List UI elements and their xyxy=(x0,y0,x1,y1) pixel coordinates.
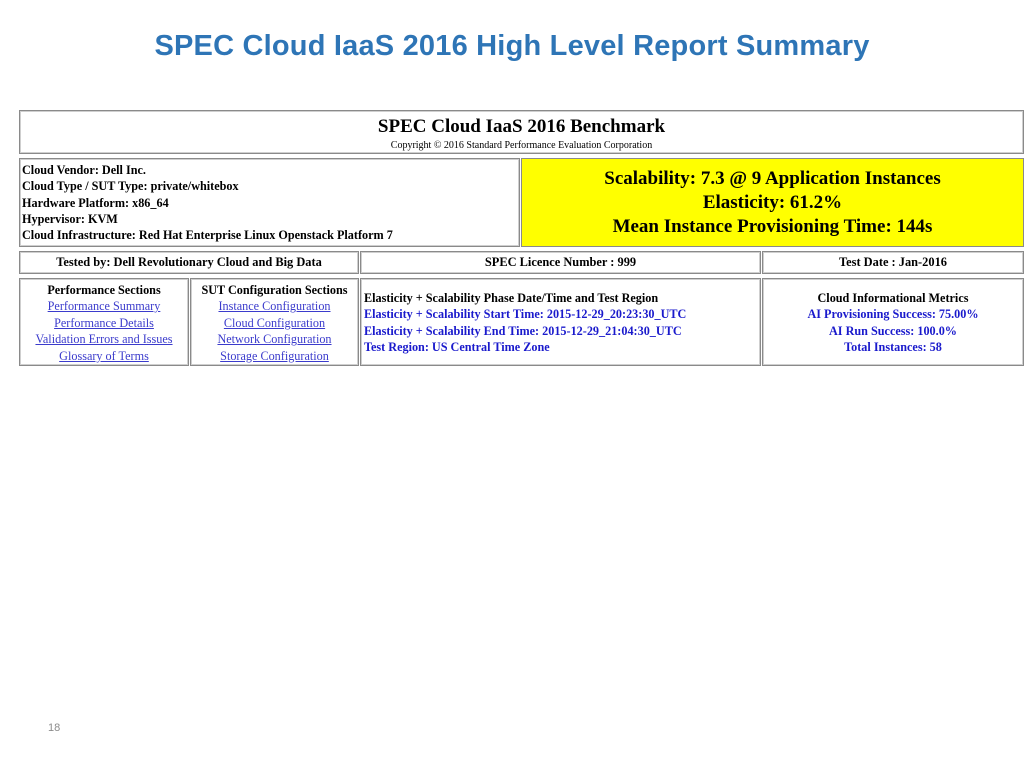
test-date: Test Date : Jan-2016 xyxy=(762,251,1024,274)
vendor-details xyxy=(19,158,520,247)
phase-heading: Elasticity + Scalability Phase Date/Time and Test Region xyxy=(364,291,659,305)
page-number: 18 xyxy=(48,722,61,734)
copyright-notice: Copyright © 2016 Standard Performance Evaluation Corporation xyxy=(390,140,653,151)
phase-details xyxy=(360,278,761,366)
scalability-metric: Scalability: 7.3 @ 9 Application Instances xyxy=(604,168,941,189)
licence-number: SPEC Licence Number : 999 xyxy=(360,251,761,274)
hypervisor: Hypervisor: KVM xyxy=(22,211,118,226)
slide-title: SPEC Cloud IaaS 2016 High Level Report Summary xyxy=(154,30,870,62)
link-performance-details[interactable]: Performance Details xyxy=(54,315,154,330)
link-network-configuration[interactable]: Network Configuration xyxy=(217,332,332,347)
cloud-type: Cloud Type / SUT Type: private/whitebox xyxy=(22,179,239,194)
cloud-infrastructure: Cloud Infrastructure: Red Hat Enterprise Linux Openstack Platform 7 xyxy=(22,228,393,243)
cloud-vendor: Cloud Vendor: Dell Inc. xyxy=(22,163,146,177)
link-performance-summary[interactable]: Performance Summary xyxy=(47,299,161,314)
link-cloud-configuration[interactable]: Cloud Configuration xyxy=(223,315,326,330)
provisioning-time-metric: Mean Instance Provisioning Time: 144s xyxy=(612,216,933,237)
link-storage-configuration[interactable]: Storage Configuration xyxy=(220,348,329,363)
performance-sections-heading: Performance Sections xyxy=(47,283,161,297)
sut-configuration-sections xyxy=(190,278,359,366)
performance-sections xyxy=(19,278,189,366)
benchmark-header xyxy=(19,110,1024,154)
ai-provisioning-success: AI Provisioning Success: 75.00% xyxy=(807,307,979,322)
sut-sections-heading: SUT Configuration Sections xyxy=(201,283,348,297)
hardware-platform: Hardware Platform: x86_64 xyxy=(22,195,169,210)
primary-metrics xyxy=(521,158,1024,247)
benchmark-title: SPEC Cloud IaaS 2016 Benchmark xyxy=(377,116,666,137)
link-validation-errors[interactable]: Validation Errors and Issues xyxy=(35,332,173,347)
total-instances: Total Instances: 58 xyxy=(844,340,942,355)
phase-start-time: Elasticity + Scalability Start Time: 2015-12-29_20:23:30_UTC xyxy=(364,307,687,322)
tested-by: Tested by: Dell Revolutionary Cloud and Big Data xyxy=(19,251,359,274)
link-instance-configuration[interactable]: Instance Configuration xyxy=(218,299,331,314)
cloud-info-heading: Cloud Informational Metrics xyxy=(817,291,969,305)
test-region: Test Region: US Central Time Zone xyxy=(364,340,550,355)
link-glossary[interactable]: Glossary of Terms xyxy=(59,348,149,363)
phase-end-time: Elasticity + Scalability End Time: 2015-12-29_21:04:30_UTC xyxy=(364,323,682,338)
elasticity-metric: Elasticity: 61.2% xyxy=(702,192,843,213)
ai-run-success: AI Run Success: 100.0% xyxy=(829,323,957,338)
cloud-informational-metrics xyxy=(762,278,1024,366)
